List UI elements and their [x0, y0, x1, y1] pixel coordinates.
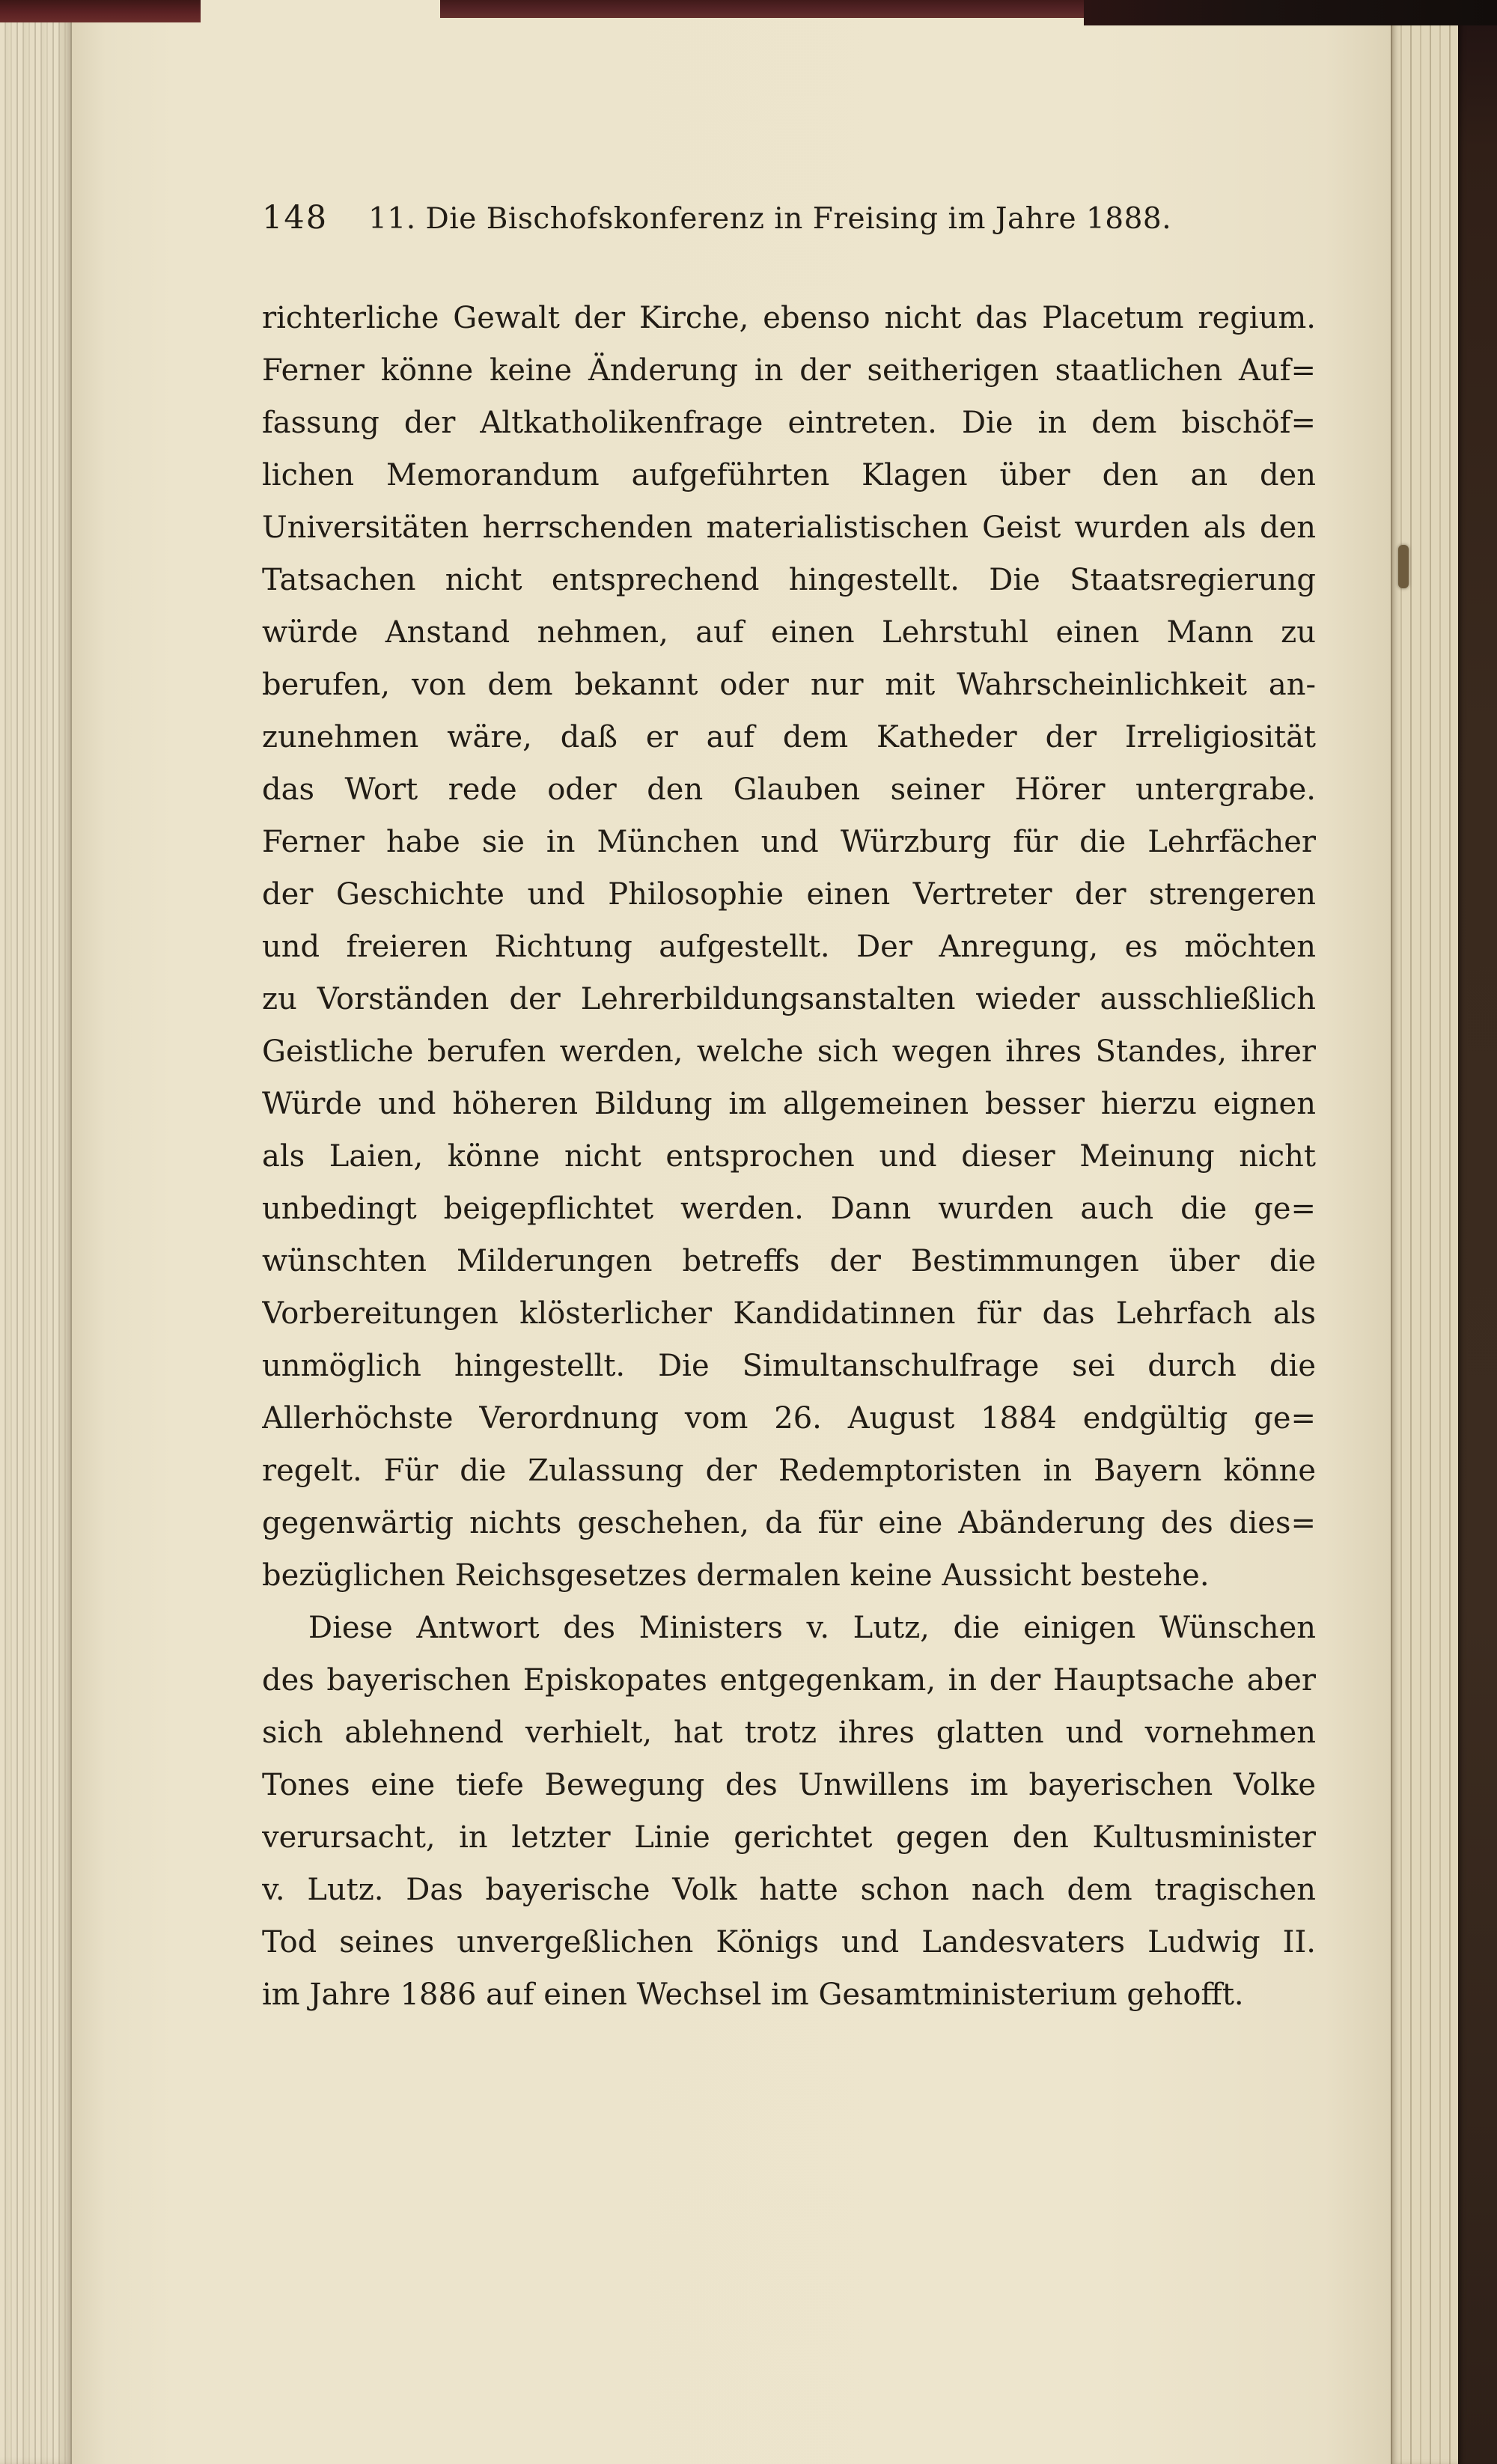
text-line: zunehmen wäre, daß er auf dem Katheder der Irreligiosität: [262, 720, 1316, 754]
text-line: als Laien, könne nicht entsprochen und dieser Meinung nicht: [262, 1139, 1316, 1174]
body-text: [262, 292, 1316, 2021]
text-line: Tod seines unvergeßlichen Königs und Landesvaters Ludwig II.: [262, 1925, 1316, 1960]
text-line: würde Anstand nehmen, auf einen Lehrstuhl einen Mann zu: [262, 615, 1316, 650]
page-edge-notch: [1398, 545, 1409, 588]
text-line: v. Lutz. Das bayerische Volk hatte schon nach dem tragischen: [262, 1873, 1316, 1907]
text-line: bezüglichen Reichsgesetzes dermalen keine Aussicht bestehe.: [262, 1558, 1210, 1593]
text-line: fassung der Altkatholikenfrage eintreten. Die in dem bischöf=: [262, 406, 1316, 440]
text-line: das Wort rede oder den Glauben seiner Hörer untergrabe.: [262, 772, 1316, 807]
book-cover-edge-middle: [440, 0, 1084, 18]
left-page-edges: [0, 0, 72, 2464]
text-line: wünschten Milderungen betreffs der Bestimmungen über die: [262, 1244, 1316, 1278]
text-line: gegenwärtig nichts geschehen, da für eine Abänderung des dies=: [262, 1506, 1316, 1540]
text-line: Ferner könne keine Änderung in der seitherigen staatlichen Auf=: [262, 353, 1316, 388]
paragraph-2: [262, 1602, 1316, 2021]
text-line: Allerhöchste Verordnung vom 26. August 1884 endgültig ge=: [262, 1401, 1316, 1436]
text-line: der Geschichte und Philosophie einen Vertreter der strengeren: [262, 877, 1316, 912]
paragraph-1: [262, 292, 1316, 1602]
text-line: Tatsachen nicht entsprechend hingestellt. Die Staatsregierung: [262, 563, 1316, 597]
page-number: 148: [262, 199, 329, 237]
chapter-header: 11. Die Bischofskonferenz in Freising im Jahre 1888.: [368, 202, 1172, 236]
right-page-edges: [1391, 0, 1458, 2464]
text-line: Universitäten herrschenden materialistischen Geist wurden als den: [262, 510, 1316, 545]
text-line: unmöglich hingestellt. Die Simultanschulfrage sei durch die: [262, 1349, 1316, 1383]
text-line: Geistliche berufen werden, welche sich wegen ihres Standes, ihrer: [262, 1034, 1316, 1069]
book-binding: [1458, 0, 1497, 2464]
text-line: regelt. Für die Zulassung der Redemptoristen in Bayern könne: [262, 1454, 1316, 1488]
printed-text-block: [262, 199, 1316, 2021]
page-header: [262, 199, 1316, 237]
text-line: unbedingt beigepflichtet werden. Dann wurden auch die ge=: [262, 1192, 1316, 1226]
text-line: verursacht, in letzter Linie gerichtet gegen den Kultusminister: [262, 1820, 1316, 1855]
text-line: Diese Antwort des Ministers v. Lutz, die einigen Wünschen: [308, 1611, 1316, 1645]
text-line: und freieren Richtung aufgestellt. Der Anregung, es möchten: [262, 930, 1316, 964]
text-line: im Jahre 1886 auf einen Wechsel im Gesamtministerium gehofft.: [262, 1977, 1244, 2012]
text-line: Würde und höheren Bildung im allgemeinen besser hierzu eignen: [262, 1087, 1316, 1121]
text-line: lichen Memorandum aufgeführten Klagen über den an den: [262, 458, 1316, 493]
text-line: zu Vorständen der Lehrerbildungsanstalten wieder ausschließlich: [262, 982, 1316, 1016]
text-line: sich ablehnend verhielt, hat trotz ihres glatten und vornehmen: [262, 1716, 1316, 1750]
text-line: Ferner habe sie in München und Würzburg für die Lehrfächer: [262, 825, 1316, 859]
text-line: Vorbereitungen klösterlicher Kandidatinnen für das Lehrfach als: [262, 1296, 1316, 1331]
text-line: richterliche Gewalt der Kirche, ebenso nicht das Placetum regium.: [262, 301, 1316, 335]
book-cover-edge-right: [1084, 0, 1497, 25]
text-line: des bayerischen Episkopates entgegenkam, in der Hauptsache aber: [262, 1663, 1316, 1698]
text-line: Tones eine tiefe Bewegung des Unwillens im bayerischen Volke: [262, 1768, 1316, 1802]
text-line: berufen, von dem bekannt oder nur mit Wahrscheinlichkeit an-: [262, 668, 1316, 702]
book-cover-edge-left: [0, 0, 201, 22]
